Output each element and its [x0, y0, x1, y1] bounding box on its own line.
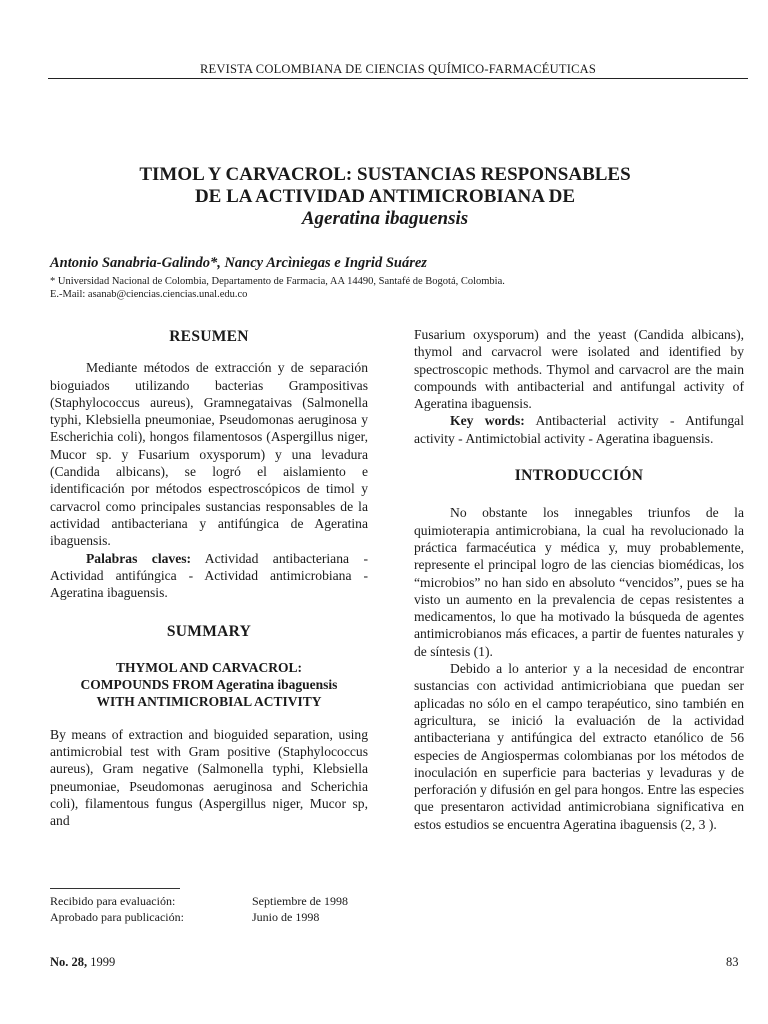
resumen-heading: RESUMEN: [169, 328, 249, 345]
summary-subtitle: [50, 659, 368, 710]
resumen-keywords-text: Actividad antibacteriana - Actividad antifúngica - Actividad antimicrobiana - Ageratina ibaguensis.: [50, 550, 369, 601]
received-label: Recibido para evaluación:: [50, 894, 176, 908]
affiliation-block: [50, 275, 505, 301]
issue-year: 1999: [90, 955, 116, 969]
summary-keywords-text: Antibacterial activity - Antifungal activity - Antimictobial activity - Ageratina ibaguensis.: [414, 413, 744, 446]
summary-body-left: By means of extraction and bioguided separation, using antimicrobial test with Gram positive (Staphylococcus aureus), Gram negative (Salmonella typhi, Klebsiella pneumoniae, Pseudomonas aeruginosa and Scherichia coli), filamentous fungus (Aspergillus niger, Mucor sp, and: [50, 726, 368, 829]
article-title: [60, 164, 710, 230]
dates-block: [50, 893, 348, 925]
right-column: [414, 326, 744, 833]
introduccion-paragraph-2: Debido a lo anterior y a la necesidad de encontrar sustancias con actividad antimicriobiana que puedan ser aplicadas no sólo en el campo terapéutico, sino también en agricultura, se inició la evaluación de la actividad antibacteriana y antifúngica del extracto etanólico de 56 especies de Angiospermas colombianas por los métodos de inoculación en superficie para bacterias y levaduras y de perforación y difusión en gel para hongos. Entre las especies que presentaron actividad antimicrobiana significativa en estos estudios se encuentra Ageratina ibaguensis (2, 3 ).: [414, 661, 744, 832]
resumen-body: Mediante métodos de extracción y de separación bioguiados utilizando bacterias Grampositivas (Staphylococcus aureus), Gramnegataivas (Salmonella typhi, Klebsiella pneumoniae, Pseudomonas aeruginosa y Escherichia coli), hongos filamentosos (Aspergillus niger, Mucor sp. y Fusarium oxysporum) y una levadura (Candida albicans), se logró el aislamiento e identificación por métodos espectroscópicos de timol y carvacrol como principales sustancias responsables de la actividad antibacteriana y antifúngica de Ageratina ibaguensis.: [50, 360, 368, 549]
issue-label: No. 28,: [50, 955, 88, 969]
approved-label: Aprobado para publicación:: [50, 910, 184, 924]
summary-keywords: [414, 412, 744, 447]
summary-heading: SUMMARY: [166, 623, 252, 641]
introduccion-paragraph-1: No obstante los innegables triunfos de la quimioterapia antimicrobiana, la cual ha revolucionado la práctica farmacéutica y médica y, muy probablemente, represente el principal logro de las ciencias biomédicas, los “microbios” no han sido en absoluto “vencidos”, pues se ha visto un aumento en la prevalencia de cepas resistentes a medicamentos, lo que ha motivado la búsqueda de agentes antimicrobianos más eficaces, a partir de fuentes naturales y de síntesis (1).: [414, 505, 744, 659]
page-number: 83: [726, 955, 739, 969]
resumen-keywords: [50, 550, 368, 602]
affiliation: * Universidad Nacional de Colombia, Departamento de Farmacia, AA 14490, Santafé de Bogotá, Colombia.: [50, 276, 505, 287]
journal-header: REVISTA COLOMBIANA DE CIENCIAS QUÍMICO-FARMACÉUTICAS: [200, 62, 596, 76]
summary-subtitle-line-1: THYMOL AND CARVACROL:: [115, 659, 303, 675]
header-rule: [48, 78, 748, 79]
summary-keywords-label: Key words:: [450, 413, 525, 429]
footer-issue: [50, 955, 115, 970]
email: E.-Mail: asanab@ciencias.ciencias.unal.edu.co: [50, 289, 248, 300]
dates-rule: [50, 888, 180, 889]
approved-date: Junio de 1998: [252, 910, 320, 924]
summary-subtitle-line-3: WITH ANTIMICROBIAL ACTIVITY: [96, 693, 322, 709]
summary-subtitle-line-2: COMPOUNDS FROM Ageratina ibaguensis: [80, 676, 338, 692]
title-line-1: TIMOL Y CARVACROL: SUSTANCIAS RESPONSABLES: [139, 164, 631, 185]
received-date: Septiembre de 1998: [252, 894, 348, 908]
introduccion-heading: INTRODUCCIÓN: [514, 467, 644, 485]
summary-body-right: Fusarium oxysporum) and the yeast (Candida albicans), thymol and carvacrol were isolated and identified by spectroscopic methods. Thymol and carvacrol are the main compounds with antibacterial and antifungal activity of Ageratina ibaguensis.: [414, 327, 744, 412]
left-column: [50, 328, 368, 830]
title-line-2: DE LA ACTIVIDAD ANTIMICROBIANA DE: [194, 186, 576, 207]
resumen-keywords-label: Palabras claves:: [86, 550, 192, 566]
title-line-3: Ageratina ibaguensis: [301, 208, 469, 229]
authors: Antonio Sanabria-Galindo*, Nancy Arcìniegas e Ingrid Suárez: [50, 255, 427, 271]
